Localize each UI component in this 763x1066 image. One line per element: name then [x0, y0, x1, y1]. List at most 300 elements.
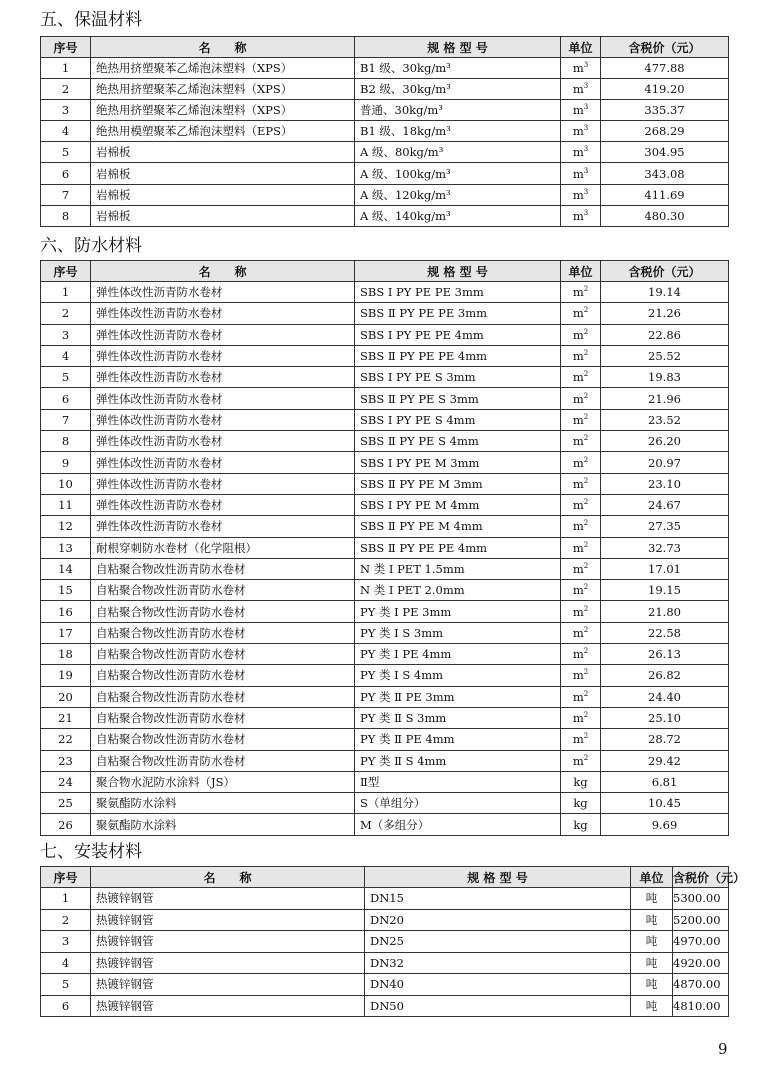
- material-name: 弹性体改性沥青防水卷材: [91, 303, 355, 324]
- unit-exponent: 2: [583, 391, 589, 400]
- unit: [561, 324, 601, 345]
- section-6-title: 六、防水材料: [40, 236, 142, 256]
- price: 4810.00: [673, 995, 729, 1017]
- unit: [561, 707, 601, 728]
- unit: [561, 686, 601, 707]
- unit-exponent: 2: [583, 306, 589, 315]
- unit-base: m: [572, 208, 584, 223]
- price: 6.81: [601, 771, 729, 792]
- material-name: 弹性体改性沥青防水卷材: [91, 473, 355, 494]
- unit-base: kg: [573, 796, 588, 811]
- price: 19.83: [601, 367, 729, 388]
- material-name: 绝热用挤塑聚苯乙烯泡沫塑料（XPS）: [91, 58, 355, 79]
- table-row: [41, 516, 729, 537]
- table-row: [41, 345, 729, 366]
- unit: [561, 367, 601, 388]
- table-row: [41, 644, 729, 665]
- unit: [631, 888, 673, 910]
- table-header-row: [41, 37, 729, 58]
- unit-base: m: [572, 562, 584, 576]
- unit: [631, 931, 673, 953]
- unit: [561, 121, 601, 142]
- unit-base: m: [572, 349, 584, 364]
- unit-base: m: [572, 647, 584, 662]
- specification: A 级、140kg/m³: [355, 205, 561, 226]
- material-name: 耐根穿刺防水卷材（化学阻根）: [91, 537, 355, 558]
- material-name: 岩棉板: [91, 142, 355, 163]
- unit: [631, 974, 673, 996]
- material-name: 弹性体改性沥青防水卷材: [91, 388, 355, 409]
- unit-base: 吨: [645, 977, 658, 992]
- material-name: 绝热用模塑聚苯乙烯泡沫塑料（EPS）: [91, 121, 355, 142]
- unit-base: m: [572, 689, 584, 704]
- specification: PY 类 Ⅱ S 4mm: [355, 750, 561, 771]
- unit-exponent: 2: [583, 753, 589, 762]
- specification: S（单组分）: [355, 793, 561, 814]
- price: 26.20: [601, 431, 729, 452]
- specification: SBS Ⅱ PY PE PE 4mm: [355, 345, 561, 366]
- unit: [631, 952, 673, 974]
- price: 19.15: [601, 580, 729, 601]
- price: 477.88: [601, 58, 729, 79]
- unit: [561, 303, 601, 324]
- unit: [561, 601, 601, 622]
- unit: [561, 729, 601, 750]
- price: 9.69: [601, 814, 729, 835]
- table-row: [41, 303, 729, 324]
- material-name: 热镀锌钢管: [91, 931, 365, 953]
- price: 25.52: [601, 345, 729, 366]
- column-header: 名 称: [91, 261, 355, 282]
- specification: Ⅱ型: [355, 771, 561, 792]
- row-number: 22: [41, 729, 91, 750]
- unit-base: m: [572, 604, 584, 619]
- column-header: 单位: [631, 867, 673, 888]
- row-number: 2: [41, 79, 91, 100]
- material-name: 弹性体改性沥青防水卷材: [91, 494, 355, 515]
- specification: SBS Ⅱ PY PE M 3mm: [355, 473, 561, 494]
- unit-base: m: [572, 583, 584, 598]
- row-number: 17: [41, 622, 91, 643]
- specification: PY 类 Ⅰ S 3mm: [355, 622, 561, 643]
- unit: [561, 644, 601, 665]
- row-number: 14: [41, 558, 91, 579]
- material-name: 绝热用挤塑聚苯乙烯泡沫塑料（XPS）: [91, 79, 355, 100]
- row-number: 4: [41, 952, 91, 974]
- unit-exponent: 3: [583, 82, 589, 91]
- price: 21.80: [601, 601, 729, 622]
- unit: [561, 431, 601, 452]
- unit-base: m: [572, 434, 584, 449]
- table-row: [41, 814, 729, 835]
- unit-base: kg: [573, 774, 588, 789]
- price: 4920.00: [673, 952, 729, 974]
- price: 24.40: [601, 686, 729, 707]
- unit-exponent: 3: [583, 166, 589, 175]
- table-row: [41, 974, 729, 996]
- table-row: [41, 452, 729, 473]
- specification: SBS Ⅱ PY PE M 4mm: [355, 516, 561, 537]
- row-number: 1: [41, 282, 91, 303]
- unit-base: m: [572, 753, 584, 768]
- table-row: [41, 931, 729, 953]
- specification: SBS Ⅰ PY PE PE 4mm: [355, 324, 561, 345]
- table-row: [41, 473, 729, 494]
- table-row: [41, 995, 729, 1017]
- price: 24.67: [601, 494, 729, 515]
- unit: [561, 580, 601, 601]
- section-7-title: 七、安装材料: [40, 842, 142, 862]
- price: 19.14: [601, 282, 729, 303]
- unit-base: 吨: [645, 912, 658, 927]
- table-row: [41, 888, 729, 910]
- price: 335.37: [601, 100, 729, 121]
- column-header: 含税价（元）: [601, 37, 729, 58]
- material-name: 自粘聚合物改性沥青防水卷材: [91, 707, 355, 728]
- unit-base: m: [572, 455, 584, 470]
- table-row: [41, 324, 729, 345]
- price: 26.13: [601, 644, 729, 665]
- material-name: 自粘聚合物改性沥青防水卷材: [91, 665, 355, 686]
- table-row: [41, 494, 729, 515]
- unit: [561, 558, 601, 579]
- unit-exponent: 2: [583, 327, 589, 336]
- row-number: 8: [41, 205, 91, 226]
- table-row: [41, 750, 729, 771]
- material-name: 弹性体改性沥青防水卷材: [91, 431, 355, 452]
- table-row: [41, 601, 729, 622]
- unit: [561, 494, 601, 515]
- price: 4870.00: [673, 974, 729, 996]
- row-number: 21: [41, 707, 91, 728]
- price: 268.29: [601, 121, 729, 142]
- specification: PY 类 Ⅱ S 3mm: [355, 707, 561, 728]
- price: 304.95: [601, 142, 729, 163]
- unit: [561, 622, 601, 643]
- price: 4970.00: [673, 931, 729, 953]
- material-name: 弹性体改性沥青防水卷材: [91, 516, 355, 537]
- unit-exponent: 2: [583, 732, 589, 741]
- table-row: [41, 121, 729, 142]
- column-header: 序号: [41, 261, 91, 282]
- unit-base: m: [572, 61, 584, 76]
- unit: [561, 142, 601, 163]
- price: 343.08: [601, 163, 729, 184]
- unit-base: m: [572, 519, 584, 534]
- unit-exponent: 2: [583, 583, 589, 592]
- material-name: 热镀锌钢管: [91, 888, 365, 910]
- unit: [561, 452, 601, 473]
- unit-base: m: [572, 370, 584, 385]
- unit-exponent: 2: [583, 519, 589, 528]
- column-header: 单位: [561, 261, 601, 282]
- row-number: 3: [41, 931, 91, 953]
- specification: PY 类 Ⅱ PE 4mm: [355, 729, 561, 750]
- row-number: 6: [41, 995, 91, 1017]
- unit: [561, 58, 601, 79]
- specification: DN20: [365, 909, 631, 931]
- price: 28.72: [601, 729, 729, 750]
- table-row: [41, 142, 729, 163]
- price: 480.30: [601, 205, 729, 226]
- material-name: 岩棉板: [91, 205, 355, 226]
- material-name: 自粘聚合物改性沥青防水卷材: [91, 750, 355, 771]
- specification: A 级、100kg/m³: [355, 163, 561, 184]
- column-header: 单位: [561, 37, 601, 58]
- material-name: 弹性体改性沥青防水卷材: [91, 452, 355, 473]
- table-row: [41, 909, 729, 931]
- installation-materials-table: [40, 866, 746, 1017]
- unit-base: m: [572, 103, 584, 118]
- material-name: 自粘聚合物改性沥青防水卷材: [91, 686, 355, 707]
- unit: [561, 473, 601, 494]
- unit: [561, 345, 601, 366]
- material-name: 自粘聚合物改性沥青防水卷材: [91, 580, 355, 601]
- specification: SBS Ⅰ PY PE S 3mm: [355, 367, 561, 388]
- unit: [631, 909, 673, 931]
- row-number: 23: [41, 750, 91, 771]
- row-number: 10: [41, 473, 91, 494]
- table-row: [41, 537, 729, 558]
- specification: SBS Ⅰ PY PE M 3mm: [355, 452, 561, 473]
- unit-base: m: [572, 668, 584, 683]
- specification: SBS Ⅰ PY PE PE 3mm: [355, 282, 561, 303]
- unit-exponent: 2: [583, 285, 589, 294]
- unit-exponent: 3: [583, 208, 589, 217]
- row-number: 19: [41, 665, 91, 686]
- unit-exponent: 2: [583, 562, 589, 570]
- column-header: 规 格 型 号: [355, 261, 561, 282]
- price: 20.97: [601, 452, 729, 473]
- price: 21.96: [601, 388, 729, 409]
- unit-exponent: 3: [583, 61, 589, 70]
- unit-base: 吨: [645, 891, 658, 906]
- table-row: [41, 79, 729, 100]
- row-number: 12: [41, 516, 91, 537]
- row-number: 15: [41, 580, 91, 601]
- unit-exponent: 2: [583, 689, 589, 698]
- column-header: 规 格 型 号: [365, 867, 631, 888]
- table-row: [41, 665, 729, 686]
- table-row: [41, 100, 729, 121]
- specification: SBS Ⅰ PY PE M 4mm: [355, 494, 561, 515]
- unit: [561, 100, 601, 121]
- unit-exponent: 2: [583, 540, 589, 549]
- table-row: [41, 686, 729, 707]
- price: 10.45: [601, 793, 729, 814]
- row-number: 9: [41, 452, 91, 473]
- table-row: [41, 163, 729, 184]
- table-row: [41, 707, 729, 728]
- material-name: 自粘聚合物改性沥青防水卷材: [91, 601, 355, 622]
- specification: SBS Ⅱ PY PE S 4mm: [355, 431, 561, 452]
- price: 22.58: [601, 622, 729, 643]
- price: 17.01: [601, 558, 729, 579]
- specification: 普通、30kg/m³: [355, 100, 561, 121]
- unit: [561, 750, 601, 771]
- material-name: 绝热用挤塑聚苯乙烯泡沫塑料（XPS）: [91, 100, 355, 121]
- specification: PY 类 Ⅰ S 4mm: [355, 665, 561, 686]
- unit-base: m: [572, 711, 584, 726]
- unit-base: m: [572, 732, 584, 747]
- row-number: 2: [41, 303, 91, 324]
- row-number: 6: [41, 163, 91, 184]
- column-header: 含税价（元）: [601, 261, 729, 282]
- unit: [561, 388, 601, 409]
- specification: B2 级、30kg/m³: [355, 79, 561, 100]
- table-row: [41, 367, 729, 388]
- price: 22.86: [601, 324, 729, 345]
- table-row: [41, 793, 729, 814]
- unit: [561, 793, 601, 814]
- unit-base: 吨: [645, 998, 658, 1013]
- specification: PY 类 Ⅰ PE 4mm: [355, 644, 561, 665]
- material-name: 弹性体改性沥青防水卷材: [91, 367, 355, 388]
- unit: [561, 282, 601, 303]
- unit-base: m: [572, 391, 584, 406]
- price: 411.69: [601, 184, 729, 205]
- price: 23.52: [601, 409, 729, 430]
- unit: [631, 995, 673, 1017]
- unit-exponent: 2: [583, 434, 589, 443]
- row-number: 6: [41, 388, 91, 409]
- row-number: 7: [41, 184, 91, 205]
- row-number: 26: [41, 814, 91, 835]
- unit: [561, 771, 601, 792]
- material-name: 岩棉板: [91, 163, 355, 184]
- unit-exponent: 3: [583, 187, 589, 196]
- row-number: 24: [41, 771, 91, 792]
- table-row: [41, 729, 729, 750]
- unit: [561, 537, 601, 558]
- specification: A 级、120kg/m³: [355, 184, 561, 205]
- material-name: 岩棉板: [91, 184, 355, 205]
- page-number: 9: [718, 1040, 728, 1058]
- price: 32.73: [601, 537, 729, 558]
- table-row: [41, 622, 729, 643]
- specification: M（多组分）: [355, 814, 561, 835]
- row-number: 16: [41, 601, 91, 622]
- specification: DN25: [365, 931, 631, 953]
- material-name: 热镀锌钢管: [91, 952, 365, 974]
- table-row: [41, 184, 729, 205]
- unit-base: m: [572, 540, 584, 555]
- price: 27.35: [601, 516, 729, 537]
- table-header-row: [41, 261, 729, 282]
- price: 21.26: [601, 303, 729, 324]
- unit-base: 吨: [645, 955, 658, 970]
- row-number: 3: [41, 100, 91, 121]
- price: 26.82: [601, 665, 729, 686]
- unit-base: m: [572, 82, 584, 97]
- row-number: 18: [41, 644, 91, 665]
- waterproofing-materials-table: [40, 260, 729, 836]
- unit: [561, 409, 601, 430]
- material-name: 热镀锌钢管: [91, 909, 365, 931]
- price: 5300.00: [673, 888, 729, 910]
- unit-exponent: 2: [583, 370, 589, 379]
- specification: PY 类 Ⅱ PE 3mm: [355, 686, 561, 707]
- row-number: 8: [41, 431, 91, 452]
- unit-base: m: [572, 306, 584, 321]
- row-number: 1: [41, 58, 91, 79]
- unit-base: m: [572, 476, 584, 491]
- row-number: 3: [41, 324, 91, 345]
- unit-base: 吨: [645, 934, 658, 949]
- unit-exponent: 2: [583, 668, 589, 677]
- unit: [561, 163, 601, 184]
- unit-exponent: 2: [583, 412, 589, 421]
- unit-exponent: 2: [583, 625, 589, 634]
- specification: SBS Ⅱ PY PE PE 3mm: [355, 303, 561, 324]
- price: 25.10: [601, 707, 729, 728]
- unit-exponent: 2: [583, 455, 589, 464]
- row-number: 20: [41, 686, 91, 707]
- unit-exponent: 3: [583, 124, 589, 133]
- material-name: 热镀锌钢管: [91, 974, 365, 996]
- specification: N 类 Ⅰ PET 2.0mm: [355, 580, 561, 601]
- table-row: [41, 580, 729, 601]
- table-row: [41, 282, 729, 303]
- specification: A 级、80kg/m³: [355, 142, 561, 163]
- row-number: 25: [41, 793, 91, 814]
- row-number: 1: [41, 888, 91, 910]
- unit: [561, 79, 601, 100]
- price: 419.20: [601, 79, 729, 100]
- row-number: 5: [41, 974, 91, 996]
- material-name: 聚合物水泥防水涂料（JS）: [91, 771, 355, 792]
- table-row: [41, 409, 729, 430]
- specification: N 类 Ⅰ PET 1.5mm: [355, 558, 561, 579]
- column-header: 规 格 型 号: [355, 37, 561, 58]
- specification: DN32: [365, 952, 631, 974]
- unit-exponent: 2: [583, 349, 589, 358]
- table-row: [41, 205, 729, 226]
- table-row: [41, 388, 729, 409]
- material-name: 自粘聚合物改性沥青防水卷材: [91, 644, 355, 665]
- row-number: 11: [41, 494, 91, 515]
- material-name: 弹性体改性沥青防水卷材: [91, 345, 355, 366]
- row-number: 13: [41, 537, 91, 558]
- table-row: [41, 58, 729, 79]
- unit: [561, 665, 601, 686]
- row-number: 5: [41, 367, 91, 388]
- unit-exponent: 2: [583, 476, 589, 485]
- unit-base: m: [572, 187, 584, 202]
- material-name: 聚氨酯防水涂料: [91, 814, 355, 835]
- unit-exponent: 2: [583, 498, 589, 507]
- section-5-title: 五、保温材料: [40, 10, 142, 30]
- specification: SBS Ⅱ PY PE PE 4mm: [355, 537, 561, 558]
- row-number: 4: [41, 345, 91, 366]
- unit: [561, 814, 601, 835]
- specification: SBS Ⅰ PY PE S 4mm: [355, 409, 561, 430]
- unit-exponent: 3: [583, 103, 589, 112]
- table-row: [41, 771, 729, 792]
- unit-base: m: [572, 498, 584, 513]
- unit: [561, 205, 601, 226]
- unit-base: kg: [573, 817, 588, 832]
- table-row: [41, 558, 729, 579]
- unit-exponent: 2: [583, 711, 589, 720]
- material-name: 自粘聚合物改性沥青防水卷材: [91, 729, 355, 750]
- material-name: 自粘聚合物改性沥青防水卷材: [91, 622, 355, 643]
- specification: DN40: [365, 974, 631, 996]
- column-header: 名 称: [91, 37, 355, 58]
- table-header-row: [41, 867, 729, 888]
- row-number: 4: [41, 121, 91, 142]
- column-header: 序号: [41, 867, 91, 888]
